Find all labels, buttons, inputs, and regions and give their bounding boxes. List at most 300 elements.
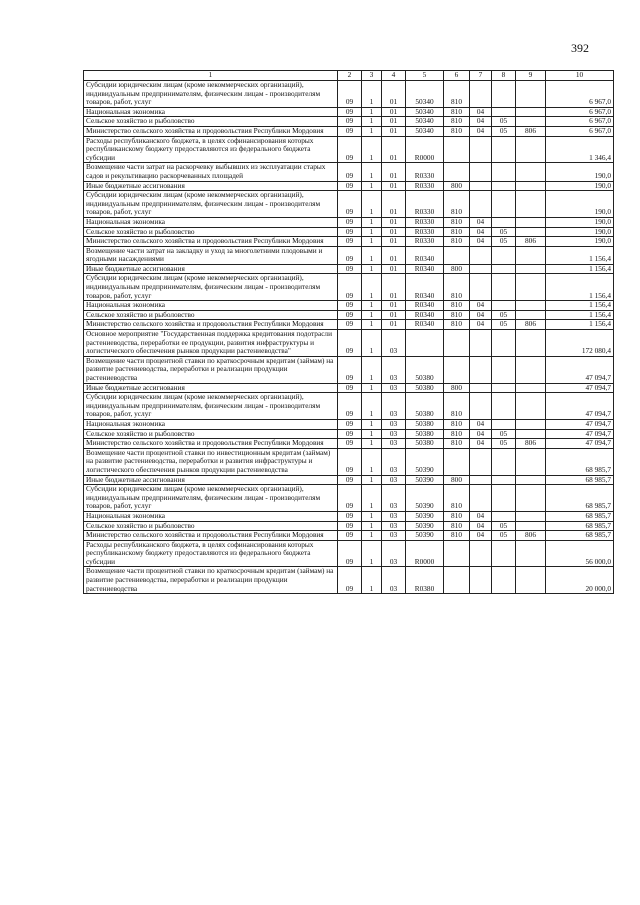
row-code-cell: 1 — [362, 567, 382, 594]
row-code-cell — [516, 383, 546, 393]
row-name-cell: Национальная экономика — [84, 107, 338, 117]
row-code-cell: 09 — [338, 301, 362, 311]
row-code-cell: 04 — [470, 301, 492, 311]
row-code-cell — [470, 330, 492, 357]
table-row — [84, 264, 614, 274]
budget-table — [83, 70, 614, 594]
row-code-cell: 810 — [444, 274, 470, 301]
row-code-cell: 03 — [382, 485, 406, 512]
row-name-cell: Сельское хозяйство и рыболовство — [84, 227, 338, 237]
row-amount-cell: 47 094,7 — [546, 439, 614, 449]
row-code-cell — [470, 393, 492, 420]
row-amount-cell: 47 094,7 — [546, 356, 614, 383]
row-code-cell: R0340 — [406, 246, 444, 264]
row-code-cell — [492, 181, 516, 191]
row-code-cell — [492, 301, 516, 311]
row-code-cell: 50380 — [406, 356, 444, 383]
row-code-cell — [516, 540, 546, 567]
row-code-cell: 09 — [338, 237, 362, 247]
row-code-cell: 04 — [470, 237, 492, 247]
row-code-cell: 03 — [382, 429, 406, 439]
table-row — [84, 540, 614, 567]
row-code-cell: 1 — [362, 330, 382, 357]
row-code-cell — [492, 448, 516, 475]
table-row — [84, 310, 614, 320]
row-code-cell: 1 — [362, 429, 382, 439]
row-code-cell: 09 — [338, 107, 362, 117]
row-code-cell: 09 — [338, 356, 362, 383]
row-code-cell: 1 — [362, 227, 382, 237]
table-row — [84, 521, 614, 531]
row-code-cell: 1 — [362, 419, 382, 429]
row-code-cell: 01 — [382, 126, 406, 136]
row-code-cell: 810 — [444, 191, 470, 218]
row-code-cell — [492, 330, 516, 357]
table-row — [84, 448, 614, 475]
row-code-cell: 05 — [492, 531, 516, 541]
row-code-cell — [492, 485, 516, 512]
row-code-cell: 03 — [382, 475, 406, 485]
row-code-cell: 01 — [382, 136, 406, 163]
row-code-cell: 50390 — [406, 448, 444, 475]
row-code-cell: 09 — [338, 439, 362, 449]
row-code-cell: 806 — [516, 237, 546, 247]
row-amount-cell: 68 985,7 — [546, 531, 614, 541]
row-code-cell: 810 — [444, 521, 470, 531]
row-amount-cell: 20 000,0 — [546, 567, 614, 594]
row-name-cell: Иные бюджетные ассигнования — [84, 383, 338, 393]
row-amount-cell: 1 156,4 — [546, 264, 614, 274]
row-code-cell: 810 — [444, 439, 470, 449]
row-code-cell — [492, 136, 516, 163]
row-name-cell: Основное мероприятие "Государственная поддержка кредитования подотрасли растениеводства, переработки ее продукции, развития инфраструктуры и логистического обеспечения рынков продукции растениеводства" — [84, 330, 338, 357]
row-amount-cell: 1 156,4 — [546, 310, 614, 320]
page-number: 392 — [571, 41, 589, 55]
row-code-cell: 50390 — [406, 511, 444, 521]
row-code-cell: 1 — [362, 217, 382, 227]
row-code-cell: 04 — [470, 227, 492, 237]
table-body — [84, 81, 614, 594]
row-code-cell — [470, 540, 492, 567]
row-code-cell: 01 — [382, 217, 406, 227]
header-row — [84, 71, 614, 81]
row-amount-cell: 190,0 — [546, 181, 614, 191]
row-amount-cell: 56 000,0 — [546, 540, 614, 567]
row-name-cell: Сельское хозяйство и рыболовство — [84, 310, 338, 320]
row-amount-cell: 1 156,4 — [546, 274, 614, 301]
row-code-cell: 810 — [444, 429, 470, 439]
row-code-cell: 1 — [362, 475, 382, 485]
row-code-cell: 50340 — [406, 117, 444, 127]
table-row — [84, 107, 614, 117]
row-code-cell: 1 — [362, 191, 382, 218]
row-code-cell: 800 — [444, 264, 470, 274]
row-code-cell: 810 — [444, 217, 470, 227]
row-code-cell: 50340 — [406, 107, 444, 117]
row-code-cell: 09 — [338, 419, 362, 429]
row-code-cell: 806 — [516, 126, 546, 136]
row-code-cell: 1 — [362, 81, 382, 108]
row-code-cell — [516, 227, 546, 237]
row-code-cell: 810 — [444, 107, 470, 117]
row-code-cell — [470, 485, 492, 512]
table-row — [84, 320, 614, 330]
row-name-cell: Министерство сельского хозяйства и продовольствия Республики Мордовия — [84, 237, 338, 247]
row-name-cell: Субсидии юридическим лицам (кроме некоммерческих организаций), индивидуальным предпринимателям, физическим лицам - производителям товаров, работ, услуг — [84, 393, 338, 420]
row-code-cell: 01 — [382, 246, 406, 264]
row-name-cell: Министерство сельского хозяйства и продовольствия Республики Мордовия — [84, 531, 338, 541]
row-code-cell: R0330 — [406, 191, 444, 218]
row-code-cell — [492, 383, 516, 393]
row-code-cell — [516, 448, 546, 475]
row-code-cell: 50380 — [406, 429, 444, 439]
row-code-cell: 03 — [382, 383, 406, 393]
row-code-cell: 09 — [338, 448, 362, 475]
table-row — [84, 181, 614, 191]
row-code-cell — [492, 511, 516, 521]
row-code-cell: 810 — [444, 301, 470, 311]
row-code-cell: 800 — [444, 383, 470, 393]
row-code-cell: 09 — [338, 485, 362, 512]
row-amount-cell: 6 967,0 — [546, 117, 614, 127]
row-name-cell: Министерство сельского хозяйства и продовольствия Республики Мордовия — [84, 126, 338, 136]
row-code-cell: 50390 — [406, 485, 444, 512]
row-code-cell: 01 — [382, 117, 406, 127]
row-code-cell — [516, 429, 546, 439]
row-code-cell: 1 — [362, 163, 382, 181]
row-code-cell — [444, 540, 470, 567]
row-code-cell: 09 — [338, 136, 362, 163]
row-code-cell: 09 — [338, 393, 362, 420]
row-code-cell: 09 — [338, 81, 362, 108]
row-code-cell — [444, 356, 470, 383]
row-code-cell: 03 — [382, 531, 406, 541]
row-code-cell — [516, 107, 546, 117]
row-code-cell: 50380 — [406, 393, 444, 420]
row-name-cell: Сельское хозяйство и рыболовство — [84, 521, 338, 531]
row-code-cell: 04 — [470, 439, 492, 449]
row-code-cell — [492, 356, 516, 383]
row-code-cell: 810 — [444, 419, 470, 429]
row-code-cell: 50390 — [406, 475, 444, 485]
row-code-cell: 09 — [338, 330, 362, 357]
row-code-cell: 05 — [492, 310, 516, 320]
row-code-cell: 1 — [362, 393, 382, 420]
row-code-cell: R0000 — [406, 136, 444, 163]
row-code-cell — [470, 136, 492, 163]
row-code-cell: 01 — [382, 274, 406, 301]
row-code-cell: 50340 — [406, 126, 444, 136]
table-row — [84, 301, 614, 311]
header-cell: 2 — [338, 71, 362, 81]
row-code-cell: 05 — [492, 237, 516, 247]
row-code-cell: 1 — [362, 485, 382, 512]
table-row — [84, 227, 614, 237]
row-code-cell — [470, 448, 492, 475]
row-code-cell: 01 — [382, 191, 406, 218]
row-code-cell — [470, 264, 492, 274]
row-code-cell — [516, 181, 546, 191]
row-name-cell: Возмещение части затрат на закладку и уход за многолетними плодовыми и ягодными насаждениями — [84, 246, 338, 264]
row-code-cell — [470, 475, 492, 485]
row-code-cell: 03 — [382, 567, 406, 594]
header-cell: 10 — [546, 71, 614, 81]
row-amount-cell: 68 985,7 — [546, 511, 614, 521]
row-code-cell: 1 — [362, 383, 382, 393]
row-code-cell: 50390 — [406, 531, 444, 541]
row-code-cell: 05 — [492, 521, 516, 531]
row-code-cell: 50380 — [406, 383, 444, 393]
row-code-cell: 810 — [444, 485, 470, 512]
row-code-cell — [516, 330, 546, 357]
row-name-cell: Расходы республиканского бюджета, в целях софинансирования которых республиканскому бюджету предоставляются из федерального бюджета субсидии — [84, 540, 338, 567]
row-code-cell: 50390 — [406, 521, 444, 531]
table-row — [84, 511, 614, 521]
row-name-cell: Сельское хозяйство и рыболовство — [84, 117, 338, 127]
row-code-cell: R0330 — [406, 227, 444, 237]
row-code-cell: 810 — [444, 237, 470, 247]
header-cell: 6 — [444, 71, 470, 81]
row-code-cell — [516, 81, 546, 108]
row-code-cell: 09 — [338, 511, 362, 521]
row-code-cell: R0330 — [406, 217, 444, 227]
row-code-cell — [492, 163, 516, 181]
row-code-cell: 04 — [470, 310, 492, 320]
table-row — [84, 393, 614, 420]
row-code-cell: 09 — [338, 126, 362, 136]
row-code-cell: 09 — [338, 117, 362, 127]
row-code-cell — [470, 81, 492, 108]
header-cell: 5 — [406, 71, 444, 81]
row-code-cell — [470, 383, 492, 393]
row-code-cell — [492, 475, 516, 485]
row-code-cell: R0330 — [406, 181, 444, 191]
row-code-cell: 09 — [338, 191, 362, 218]
row-code-cell: 810 — [444, 531, 470, 541]
row-code-cell: 1 — [362, 448, 382, 475]
row-code-cell — [516, 511, 546, 521]
row-code-cell: R0380 — [406, 567, 444, 594]
row-code-cell: 1 — [362, 107, 382, 117]
row-code-cell: 01 — [382, 264, 406, 274]
row-code-cell — [444, 330, 470, 357]
row-code-cell: 1 — [362, 511, 382, 521]
row-code-cell: 09 — [338, 475, 362, 485]
row-code-cell — [516, 567, 546, 594]
row-code-cell: 05 — [492, 227, 516, 237]
table-row — [84, 217, 614, 227]
row-amount-cell: 68 985,7 — [546, 521, 614, 531]
table-row — [84, 383, 614, 393]
row-code-cell — [492, 419, 516, 429]
row-code-cell: 1 — [362, 531, 382, 541]
table-row — [84, 531, 614, 541]
row-code-cell: 09 — [338, 540, 362, 567]
row-code-cell: 01 — [382, 81, 406, 108]
row-code-cell: R0340 — [406, 320, 444, 330]
row-code-cell — [492, 246, 516, 264]
row-name-cell: Иные бюджетные ассигнования — [84, 181, 338, 191]
row-code-cell — [470, 181, 492, 191]
row-code-cell — [470, 567, 492, 594]
row-code-cell — [516, 117, 546, 127]
row-code-cell: 806 — [516, 531, 546, 541]
row-code-cell: 810 — [444, 393, 470, 420]
row-code-cell: 04 — [470, 126, 492, 136]
row-code-cell: 1 — [362, 117, 382, 127]
row-code-cell: 03 — [382, 511, 406, 521]
row-code-cell: 01 — [382, 163, 406, 181]
row-code-cell: 1 — [362, 521, 382, 531]
row-code-cell: 04 — [470, 117, 492, 127]
row-amount-cell: 47 094,7 — [546, 429, 614, 439]
row-code-cell — [492, 264, 516, 274]
row-code-cell: 50340 — [406, 81, 444, 108]
row-code-cell — [516, 356, 546, 383]
header-cell: 8 — [492, 71, 516, 81]
row-name-cell: Субсидии юридическим лицам (кроме некоммерческих организаций), индивидуальным предпринимателям, физическим лицам - производителям товаров, работ, услуг — [84, 485, 338, 512]
row-code-cell: 03 — [382, 330, 406, 357]
row-code-cell — [492, 217, 516, 227]
row-code-cell: 50380 — [406, 419, 444, 429]
row-code-cell — [470, 274, 492, 301]
row-code-cell: 810 — [444, 310, 470, 320]
row-code-cell: 03 — [382, 448, 406, 475]
row-code-cell — [492, 191, 516, 218]
header-cell: 9 — [516, 71, 546, 81]
table-row — [84, 439, 614, 449]
table-row — [84, 136, 614, 163]
row-code-cell: 01 — [382, 301, 406, 311]
row-amount-cell: 190,0 — [546, 191, 614, 218]
row-code-cell: R0340 — [406, 310, 444, 320]
row-name-cell: Сельское хозяйство и рыболовство — [84, 429, 338, 439]
row-amount-cell: 47 094,7 — [546, 419, 614, 429]
row-code-cell — [444, 448, 470, 475]
row-amount-cell: 172 080,4 — [546, 330, 614, 357]
row-code-cell — [492, 274, 516, 301]
row-amount-cell: 68 985,7 — [546, 448, 614, 475]
row-amount-cell: 47 094,7 — [546, 393, 614, 420]
header-cell: 7 — [470, 71, 492, 81]
row-code-cell: 03 — [382, 540, 406, 567]
row-code-cell: 04 — [470, 419, 492, 429]
row-amount-cell: 6 967,0 — [546, 81, 614, 108]
row-name-cell: Национальная экономика — [84, 217, 338, 227]
header-cell: 1 — [84, 71, 338, 81]
row-code-cell: 03 — [382, 439, 406, 449]
row-code-cell: 800 — [444, 181, 470, 191]
row-code-cell — [516, 475, 546, 485]
row-amount-cell: 190,0 — [546, 237, 614, 247]
row-code-cell: 04 — [470, 217, 492, 227]
row-code-cell: 05 — [492, 117, 516, 127]
row-code-cell: 04 — [470, 521, 492, 531]
row-name-cell: Иные бюджетные ассигнования — [84, 475, 338, 485]
row-amount-cell: 190,0 — [546, 163, 614, 181]
row-code-cell: 09 — [338, 531, 362, 541]
row-name-cell: Субсидии юридическим лицам (кроме некоммерческих организаций), индивидуальным предпринимателям, физическим лицам - производителям товаров, работ, услуг — [84, 191, 338, 218]
row-code-cell: 1 — [362, 274, 382, 301]
row-code-cell: 1 — [362, 264, 382, 274]
row-code-cell: 1 — [362, 356, 382, 383]
row-code-cell: 1 — [362, 237, 382, 247]
row-code-cell: 04 — [470, 107, 492, 117]
row-code-cell: 09 — [338, 310, 362, 320]
row-amount-cell: 1 156,4 — [546, 301, 614, 311]
row-code-cell — [492, 567, 516, 594]
row-code-cell: 806 — [516, 439, 546, 449]
row-code-cell: 1 — [362, 181, 382, 191]
row-code-cell: 09 — [338, 429, 362, 439]
row-code-cell: 810 — [444, 117, 470, 127]
row-code-cell — [516, 217, 546, 227]
row-code-cell: 810 — [444, 227, 470, 237]
row-code-cell: 04 — [470, 320, 492, 330]
row-code-cell: R0330 — [406, 163, 444, 181]
row-code-cell: 01 — [382, 310, 406, 320]
row-code-cell: 1 — [362, 540, 382, 567]
row-amount-cell: 68 985,7 — [546, 485, 614, 512]
row-code-cell: 05 — [492, 320, 516, 330]
row-code-cell: 1 — [362, 439, 382, 449]
row-code-cell — [406, 330, 444, 357]
row-code-cell: 1 — [362, 310, 382, 320]
row-amount-cell: 190,0 — [546, 227, 614, 237]
row-code-cell: 03 — [382, 521, 406, 531]
row-code-cell: 1 — [362, 246, 382, 264]
row-code-cell — [492, 393, 516, 420]
row-name-cell: Национальная экономика — [84, 301, 338, 311]
row-code-cell — [516, 136, 546, 163]
row-code-cell: R0000 — [406, 540, 444, 567]
row-code-cell — [470, 163, 492, 181]
row-name-cell: Субсидии юридическим лицам (кроме некоммерческих организаций), индивидуальным предпринимателям, физическим лицам - производителям товаров, работ, услуг — [84, 274, 338, 301]
row-code-cell: 810 — [444, 511, 470, 521]
row-code-cell — [492, 107, 516, 117]
table-row — [84, 274, 614, 301]
table-row — [84, 191, 614, 218]
table-row — [84, 485, 614, 512]
table-row — [84, 117, 614, 127]
row-code-cell — [516, 310, 546, 320]
row-code-cell: 01 — [382, 320, 406, 330]
row-code-cell: R0340 — [406, 301, 444, 311]
row-code-cell: 50380 — [406, 439, 444, 449]
row-amount-cell: 1 156,4 — [546, 320, 614, 330]
row-name-cell: Иные бюджетные ассигнования — [84, 264, 338, 274]
row-code-cell: 09 — [338, 274, 362, 301]
row-code-cell: 04 — [470, 429, 492, 439]
row-code-cell — [444, 246, 470, 264]
row-code-cell — [492, 540, 516, 567]
row-code-cell — [516, 521, 546, 531]
table-row — [84, 163, 614, 181]
row-code-cell: 1 — [362, 136, 382, 163]
row-code-cell — [516, 301, 546, 311]
row-code-cell: 01 — [382, 181, 406, 191]
row-code-cell: 05 — [492, 429, 516, 439]
row-code-cell: 09 — [338, 320, 362, 330]
row-name-cell: Возмещение части процентной ставки по инвестиционным кредитам (займам) на развитие растениеводства, переработки и развития инфраструктуры и логистического обеспечения рынков продукции растениеводства — [84, 448, 338, 475]
row-code-cell: 09 — [338, 227, 362, 237]
row-amount-cell: 1 156,4 — [546, 246, 614, 264]
row-code-cell: 810 — [444, 320, 470, 330]
row-code-cell — [470, 356, 492, 383]
row-amount-cell: 6 967,0 — [546, 107, 614, 117]
row-code-cell — [444, 163, 470, 181]
row-name-cell: Расходы республиканского бюджета, в целях софинансирования которых республиканскому бюджету предоставляются из федерального бюджета субсидии — [84, 136, 338, 163]
